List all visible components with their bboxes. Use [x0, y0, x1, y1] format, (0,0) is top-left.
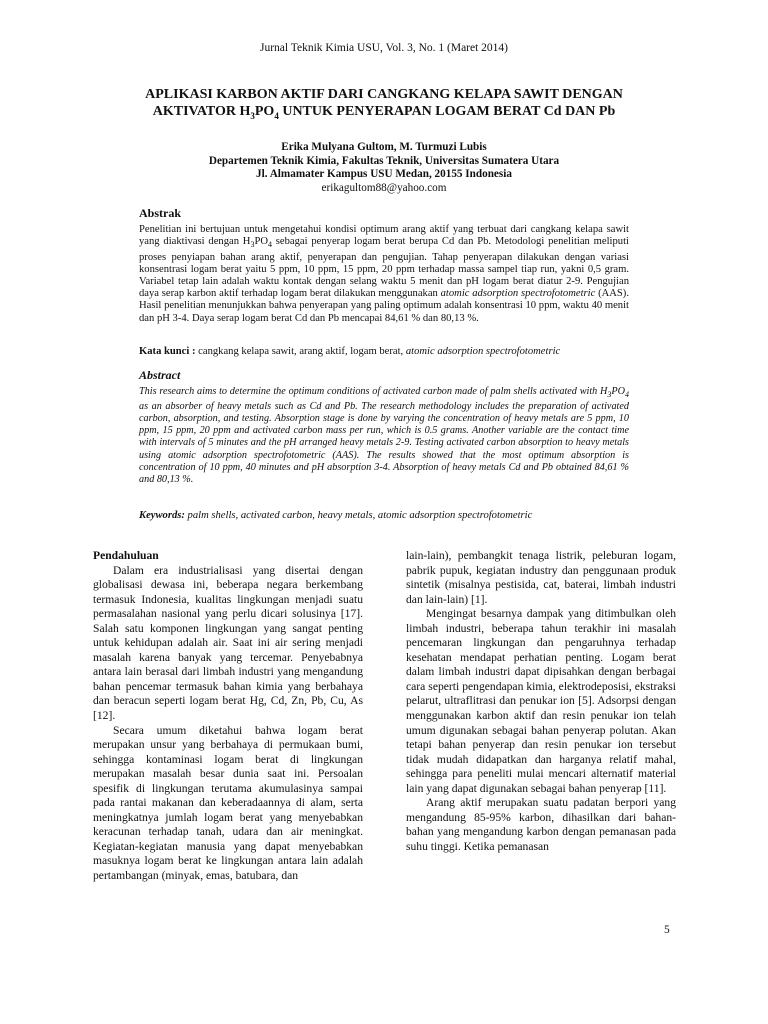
kata-kunci-text: cangkang kelapa sawit, arang aktif, logam berat,	[195, 346, 406, 357]
author-info	[90, 141, 678, 195]
author-names: Erika Mulyana Gultom, M. Turmuzi Lubis	[281, 141, 487, 153]
body-paragraph: lain-lain), pembangkit tenaga listrik, peleburan logam, pabrik pupuk, kegiatan industry dan penggunaan produk sintetik (misalnya pestisida, cat, baterai, limbah industri dan lain-lain) [1].	[406, 549, 676, 606]
abstrak-heading: Abstrak	[139, 206, 182, 220]
kata-kunci-label: Kata kunci :	[139, 346, 196, 357]
title-line-1: APLIKASI KARBON AKTIF DARI CANGKANG KELAPA SAWIT DENGAN	[145, 87, 623, 102]
author-address: Jl. Almamater Kampus USU Medan, 20155 Indonesia	[256, 168, 512, 180]
body-paragraph: Secara umum diketahui bahwa logam berat merupakan unsur yang berbahaya di permukaan bumi, sehingga kontaminasi logam berat di lingkungan merupakan masalah besar dunia saat ini. Persoalan spesifik di lingkungan terutama akumulasinya sampai pada rantai makanan dan keberadaannya di alam, serta meningkatnya jumlah logam berat yang menyebabkan keracunan terhadap tanah, udara dan air meningkat. Kegiatan-kegiatan manusia yang dapat menyebabkan masuknya logam berat ke lingkungan antara lain adalah pertambangan (minyak, emas, batubara, dan	[93, 723, 363, 883]
abstrak-section	[139, 206, 629, 325]
keywords	[139, 510, 629, 522]
author-email: erikagultom88@yahoo.com	[321, 181, 447, 194]
page-number: 5	[664, 924, 670, 936]
body-column-left	[93, 549, 363, 884]
abstract-text: This research aims to determine the optimum conditions of activated carbon made of palm shells activated with $H_3PO_4$ as an absorber of heavy metals such as Cd and Pb. The research methodology includes the preparation of activated carbon, absorption, and testing. Absorption stage is done by varying the concentration of heavy metals are 5 ppm, 10 ppm, 15 ppm, 20 ppm and activated carbon mass per run, which is 0.5 grams. Another variable are the contact time with intervals of 5 minutes and the pH arranged heavy metals 2-9. Testing activated carbon absorption to heavy metals using atomic adsorption spectrofotometric (AAS). The results showed that the most optimum absorption is concentration of 10 ppm, 40 minutes and pH absorption 3-4. Absorption of heavy metals Cd and Pb obtained 84,61 % and 80,13 %.	[139, 386, 629, 485]
author-department: Departemen Teknik Kimia, Fakultas Teknik, Universitas Sumatera Utara	[208, 154, 560, 167]
kata-kunci-italic: atomic adsorption spectrofotometric	[405, 346, 561, 357]
body-paragraph: Arang aktif merupakan suatu padatan berpori yang mengandung 85-95% karbon, dihasilkan dari bahan-bahan yang mengandung karbon dengan pemanasan pada suhu tinggi. Ketika pemanasan	[406, 796, 676, 853]
title-line-2: AKTIVATOR $H_3PO_4$ UNTUK PENYERAPAN LOGAM BERAT Cd DAN Pb	[152, 104, 616, 121]
abstrak-text: Penelitian ini bertujuan untuk mengetahui kondisi optimum arang aktif yang terbuat dari cangkang kelapa sawit yang diaktivasi dengan $H_3PO_4$ sebagai penyerap logam berat berupa Cd dan Pb. Metodologi penelitian meliputi proses penyiapan bahan arang aktif, penyerapan dan pengujian. Tahap penyerapan dilakukan dengan variasi konsentrasi logam berat yaitu 5 ppm, 10 ppm, 15 ppm, 20 ppm terhadap massa sampel tiap run, yakni 0,5 gram. Variabel tetap lain adalah waktu kontak dengan selang waktu 5 menit dan pH logam berat diatur 2-9. Pengujian daya serap karbon aktif terhadap logam berat dilakukan menggunakan atomic adsorption spectrofotometric (AAS). Hasil penelitian menunjukkan bahwa penyerapan yang paling optimum adalah konsentrasi 10 ppm, waktu 40 menit dan pH 3-4. Daya serap logam berat Cd dan Pb mencapai 84,61 % dan 80,13 %.	[139, 224, 629, 324]
paper-title	[90, 86, 678, 125]
body-paragraph: Mengingat besarnya dampak yang ditimbulkan oleh limbah industri, beberapa tahun terakhir ini masalah pencemaran lingkungan dan pengaruhnya terhadap kesehatan mendapat perhatian penting. Logam berat dalam limbah industri dapat dipisahkan dengan berbagai cara seperti pengendapan kimia, elektrodeposisi, ekstraksi pelarut, ultraflitrasi dan penukar ion [5]. Adsorpsi dengan menggunakan karbon aktif dan resin penukar ion telah umum digunakan sebagai bahan penyerap polutan. Akan tetapi bahan penyerap dan resin penukar ion tersebut tidak mudah didapatkan dan harganya relatif mahal, sehingga para peneliti mulai mencari alternatif material lain yang dapat digunakan sebagai bahan penyerap [11].	[406, 607, 676, 795]
keywords-label: Keywords:	[139, 510, 185, 521]
body-paragraph: Dalam era industrialisasi yang disertai dengan globalisasi dewasa ini, beberapa negara berkembang termasuk Indonesia, kualitas lingkungan menjadi suatu permasalahan nasional yang perlu dicari solusinya [17]. Salah satu komponen lingkungan yang sangat penting untuk kehidupan adalah air. Saat ini air sering menjadi masalah karena banyak yang tercemar. Penyebabnya antara lain berasal dari limbah industri yang mengandung bahan pencemar termasuk bahan kimia yang berbahaya dan beracun seperti logam berat Hg, Cd, Zn, Pb, Cu, As [12].	[93, 563, 363, 723]
body-column-right	[406, 549, 676, 854]
abstract-heading: Abstract	[139, 368, 181, 382]
keywords-text: palm shells, activated carbon, heavy metals, atomic adsorption spectrofotometric	[184, 510, 533, 521]
journal-header: Jurnal Teknik Kimia USU, Vol. 3, No. 1 (Maret 2014)	[259, 42, 509, 54]
kata-kunci	[139, 346, 629, 358]
abstract-section	[139, 368, 629, 486]
section-heading-pendahuluan: Pendahuluan	[93, 549, 159, 562]
